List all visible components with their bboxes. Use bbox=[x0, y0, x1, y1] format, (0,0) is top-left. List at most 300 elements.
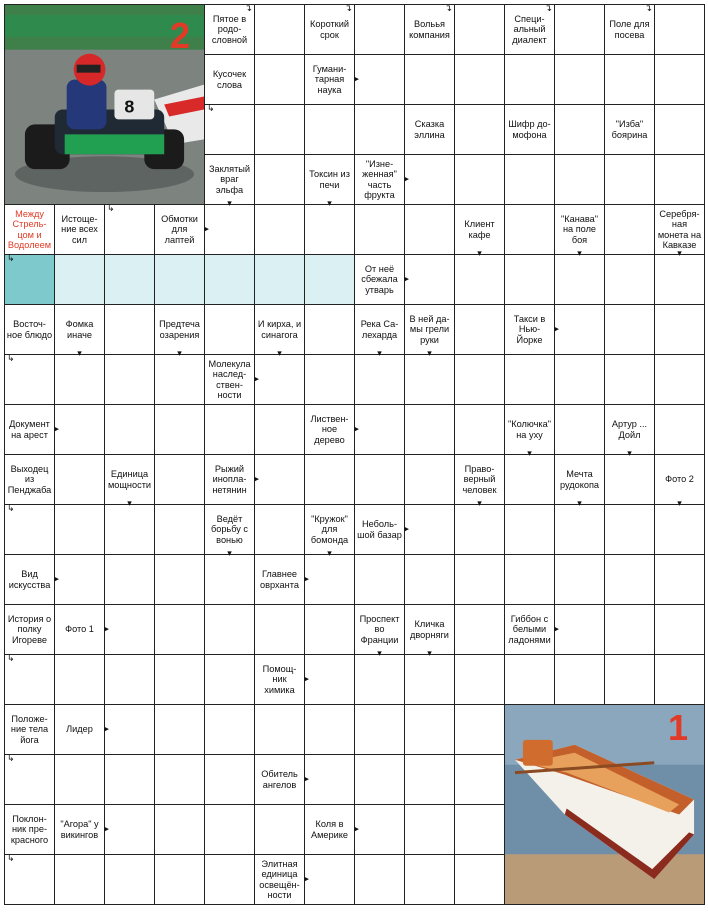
clue-text: Серебря-ная монета на Кавказе bbox=[657, 208, 702, 250]
answer-cell[interactable] bbox=[455, 255, 505, 305]
answer-cell[interactable] bbox=[405, 205, 455, 255]
answer-cell[interactable] bbox=[105, 605, 155, 655]
answer-cell[interactable] bbox=[555, 105, 605, 155]
answer-cell[interactable] bbox=[655, 55, 705, 105]
clue-cell bbox=[55, 805, 109, 855]
answer-cell[interactable] bbox=[455, 555, 505, 605]
answer-cell[interactable] bbox=[655, 355, 705, 405]
bent-arrow-icon: ↳ bbox=[207, 104, 215, 114]
arrow-down-icon: ▾ bbox=[277, 349, 282, 359]
highlighted-answer-cell[interactable] bbox=[105, 255, 155, 305]
answer-cell[interactable] bbox=[255, 455, 305, 505]
answer-cell[interactable] bbox=[455, 755, 505, 805]
photo-2-kart bbox=[5, 5, 205, 205]
answer-cell[interactable] bbox=[505, 505, 555, 555]
answer-cell[interactable] bbox=[305, 205, 355, 255]
clue-text: Мечта рудокопа bbox=[559, 469, 600, 490]
answer-cell[interactable] bbox=[455, 805, 505, 855]
arrow-down-icon: ▾ bbox=[627, 449, 632, 459]
answer-cell[interactable] bbox=[455, 355, 505, 405]
answer-cell[interactable] bbox=[105, 555, 155, 605]
answer-cell[interactable] bbox=[255, 705, 305, 755]
arrow-right-icon: ▸ bbox=[204, 224, 209, 234]
answer-cell[interactable] bbox=[205, 405, 255, 455]
answer-cell[interactable] bbox=[255, 155, 305, 205]
clue-text: Листвен-ное дерево bbox=[310, 413, 349, 445]
clue-text: Фото 1 bbox=[65, 624, 94, 635]
clue-text: Гумани-тарная наука bbox=[312, 63, 347, 95]
clue-cell bbox=[505, 405, 555, 459]
answer-cell[interactable] bbox=[105, 805, 155, 855]
answer-cell[interactable] bbox=[205, 705, 255, 755]
highlighted-answer-cell[interactable] bbox=[255, 255, 305, 305]
clue-cell bbox=[55, 605, 109, 655]
bent-arrow-down-icon: ↴ bbox=[544, 4, 552, 14]
answer-cell[interactable] bbox=[305, 355, 355, 405]
clue-cell bbox=[205, 5, 255, 55]
answer-cell[interactable] bbox=[105, 405, 155, 455]
answer-cell[interactable] bbox=[555, 55, 605, 105]
answer-cell[interactable] bbox=[655, 5, 705, 55]
arrow-right-icon: ▸ bbox=[404, 524, 409, 534]
answer-cell[interactable] bbox=[305, 305, 355, 355]
answer-cell[interactable] bbox=[605, 355, 655, 405]
answer-cell[interactable] bbox=[555, 605, 605, 655]
answer-cell[interactable] bbox=[455, 505, 505, 555]
answer-cell[interactable] bbox=[605, 605, 655, 655]
answer-cell[interactable] bbox=[555, 655, 605, 705]
arrow-right-icon: ▸ bbox=[404, 174, 409, 184]
answer-cell[interactable] bbox=[655, 305, 705, 355]
arrow-down-icon: ▾ bbox=[577, 499, 582, 509]
answer-cell[interactable] bbox=[505, 555, 555, 605]
answer-cell[interactable] bbox=[455, 305, 505, 355]
bent-arrow-icon: ↳ bbox=[107, 204, 115, 214]
arrow-right-icon: ▸ bbox=[104, 624, 109, 634]
arrow-down-icon: ▾ bbox=[77, 349, 82, 359]
answer-cell[interactable] bbox=[455, 55, 505, 105]
clue-text: Гиббон с белыми ладонями bbox=[508, 613, 551, 645]
clue-text: Поклон-ник пре-красного bbox=[10, 813, 49, 845]
answer-cell[interactable] bbox=[405, 755, 455, 805]
answer-cell[interactable] bbox=[205, 305, 255, 355]
answer-cell[interactable] bbox=[655, 255, 705, 305]
answer-cell[interactable] bbox=[455, 605, 505, 655]
clue-text: Клиент кафе bbox=[464, 219, 495, 240]
answer-cell[interactable] bbox=[205, 555, 255, 605]
answer-cell[interactable] bbox=[605, 555, 655, 605]
answer-cell[interactable] bbox=[55, 755, 105, 805]
clue-text: "Изне-женная" часть фрукта bbox=[362, 158, 397, 200]
answer-cell[interactable] bbox=[305, 855, 355, 905]
clue-text: И кирха, и синагога bbox=[257, 319, 302, 340]
answer-cell[interactable] bbox=[555, 255, 605, 305]
answer-cell[interactable] bbox=[355, 105, 405, 155]
answer-cell[interactable] bbox=[205, 805, 255, 855]
clue-text: Рыжий инопла-нетянин bbox=[212, 463, 247, 495]
arrow-down-icon: ▾ bbox=[677, 249, 682, 259]
clue-text: Река Са-лехарда bbox=[360, 319, 399, 340]
answer-cell[interactable] bbox=[105, 505, 155, 555]
answer-cell[interactable] bbox=[305, 605, 355, 655]
answer-cell[interactable] bbox=[155, 505, 205, 555]
answer-cell[interactable] bbox=[655, 505, 705, 555]
answer-cell[interactable] bbox=[605, 455, 655, 505]
answer-cell[interactable] bbox=[505, 655, 555, 705]
clue-text: Истоще-ние всех сил bbox=[61, 213, 98, 245]
photo-1-number: 1 bbox=[667, 707, 688, 748]
answer-cell[interactable] bbox=[405, 405, 455, 455]
clue-cell bbox=[305, 55, 359, 105]
clue-text: Кличка дворняги bbox=[410, 619, 449, 640]
clue-text: История о полку Игореве bbox=[7, 613, 52, 645]
arrow-down-icon: ▾ bbox=[177, 349, 182, 359]
arrow-right-icon: ▸ bbox=[554, 324, 559, 334]
clue-text: "Колючка" на уху bbox=[508, 419, 551, 440]
answer-cell[interactable] bbox=[355, 805, 405, 855]
answer-cell[interactable] bbox=[155, 605, 205, 655]
answer-cell[interactable] bbox=[555, 405, 605, 455]
answer-cell[interactable] bbox=[505, 155, 555, 205]
clue-cell bbox=[605, 5, 655, 55]
clue-text: Лидер bbox=[66, 724, 93, 735]
arrow-down-icon: ▾ bbox=[477, 249, 482, 259]
answer-cell[interactable] bbox=[255, 805, 305, 855]
answer-cell[interactable] bbox=[655, 655, 705, 705]
svg-text:8: 8 bbox=[124, 96, 135, 117]
clue-cell bbox=[55, 205, 105, 255]
answer-cell[interactable] bbox=[605, 305, 655, 355]
clue-text: Вид искусства bbox=[8, 569, 51, 590]
answer-cell[interactable] bbox=[405, 855, 455, 905]
clue-cell bbox=[355, 305, 405, 359]
answer-cell[interactable] bbox=[655, 405, 705, 455]
answer-cell[interactable] bbox=[105, 355, 155, 405]
answer-cell[interactable] bbox=[505, 205, 555, 255]
answer-cell[interactable] bbox=[405, 355, 455, 405]
clue-cell bbox=[355, 255, 409, 305]
clue-cell bbox=[405, 605, 455, 659]
clue-cell bbox=[55, 305, 105, 359]
answer-cell[interactable] bbox=[255, 405, 305, 455]
clue-text: Коля в Америке bbox=[310, 819, 349, 840]
clue-cell bbox=[105, 455, 155, 509]
arrow-right-icon: ▸ bbox=[104, 724, 109, 734]
clue-cell bbox=[305, 505, 355, 559]
clue-text: "Кружок" для бомонда bbox=[310, 513, 349, 545]
clue-cell bbox=[455, 205, 505, 259]
clue-cell bbox=[605, 405, 655, 459]
answer-cell[interactable] bbox=[405, 705, 455, 755]
answer-cell[interactable] bbox=[355, 855, 405, 905]
bent-arrow-down-icon: ↴ bbox=[644, 4, 652, 14]
answer-cell[interactable] bbox=[55, 855, 105, 905]
clue-cell bbox=[555, 205, 605, 259]
arrow-right-icon: ▸ bbox=[304, 574, 309, 584]
answer-cell[interactable] bbox=[455, 105, 505, 155]
answer-cell[interactable] bbox=[155, 655, 205, 705]
clue-cell bbox=[355, 155, 409, 205]
answer-cell[interactable] bbox=[655, 555, 705, 605]
clue-text: Такси в Нью-Йорке bbox=[513, 313, 546, 345]
answer-cell[interactable] bbox=[205, 755, 255, 805]
answer-cell[interactable] bbox=[555, 155, 605, 205]
arrow-down-icon: ▾ bbox=[527, 449, 532, 459]
answer-cell[interactable] bbox=[655, 105, 705, 155]
answer-cell[interactable] bbox=[405, 155, 455, 205]
answer-cell[interactable] bbox=[355, 355, 405, 405]
clue-text: Предтеча озарения bbox=[159, 319, 200, 340]
clue-text: Положе-ние тела йога bbox=[10, 713, 49, 745]
answer-cell[interactable] bbox=[5, 355, 55, 405]
answer-cell[interactable] bbox=[355, 205, 405, 255]
answer-cell[interactable] bbox=[55, 455, 105, 505]
answer-cell[interactable] bbox=[505, 455, 555, 505]
clue-cell bbox=[55, 705, 109, 755]
clue-cell bbox=[405, 105, 455, 155]
answer-cell[interactable] bbox=[455, 705, 505, 755]
clue-text: Восточ-ное блюдо bbox=[6, 319, 53, 340]
clue-text: Сказка эллина bbox=[414, 119, 445, 140]
clue-cell bbox=[305, 155, 355, 209]
clue-text: Фото 2 bbox=[665, 474, 694, 485]
clue-cell bbox=[5, 705, 55, 755]
highlighted-answer-cell[interactable] bbox=[5, 255, 55, 305]
answer-cell[interactable] bbox=[355, 655, 405, 705]
answer-cell[interactable] bbox=[355, 455, 405, 505]
clue-text: Поле для посева bbox=[609, 19, 650, 40]
clue-cell bbox=[505, 5, 555, 55]
answer-cell[interactable] bbox=[405, 505, 455, 555]
answer-cell[interactable] bbox=[105, 755, 155, 805]
answer-cell[interactable] bbox=[605, 505, 655, 555]
answer-cell[interactable] bbox=[355, 555, 405, 605]
highlighted-answer-cell[interactable] bbox=[55, 255, 105, 305]
clue-text: Элитная единица освещён-ности bbox=[259, 858, 300, 900]
answer-cell[interactable] bbox=[255, 355, 305, 405]
clue-cell bbox=[305, 405, 359, 455]
answer-cell[interactable] bbox=[155, 405, 205, 455]
clue-text: Обмотки для лаптей bbox=[161, 213, 198, 245]
clue-text: Вольья компания bbox=[409, 19, 450, 40]
clue-cell bbox=[5, 405, 59, 455]
arrow-right-icon: ▸ bbox=[254, 474, 259, 484]
arrow-down-icon: ▾ bbox=[327, 549, 332, 559]
answer-cell[interactable] bbox=[605, 205, 655, 255]
clue-text: Специ-альный диалект bbox=[512, 13, 547, 45]
highlighted-answer-cell[interactable] bbox=[305, 255, 355, 305]
clue-cell bbox=[5, 305, 55, 355]
answer-cell[interactable] bbox=[205, 855, 255, 905]
answer-cell[interactable] bbox=[205, 605, 255, 655]
answer-cell[interactable] bbox=[255, 5, 305, 55]
bent-arrow-icon: ↳ bbox=[7, 504, 15, 514]
clue-cell bbox=[205, 55, 255, 105]
answer-cell[interactable] bbox=[5, 505, 55, 555]
answer-cell[interactable] bbox=[205, 655, 255, 705]
answer-cell[interactable] bbox=[355, 55, 405, 105]
clue-cell bbox=[405, 5, 455, 55]
answer-cell[interactable] bbox=[405, 255, 455, 305]
arrow-down-icon: ▾ bbox=[227, 549, 232, 559]
answer-cell[interactable] bbox=[305, 755, 355, 805]
answer-cell[interactable] bbox=[355, 705, 405, 755]
answer-cell[interactable] bbox=[555, 555, 605, 605]
answer-cell[interactable] bbox=[155, 455, 205, 505]
clue-cell bbox=[205, 355, 259, 405]
answer-cell[interactable] bbox=[305, 105, 355, 155]
answer-cell[interactable] bbox=[155, 805, 205, 855]
bent-arrow-down-icon: ↴ bbox=[244, 4, 252, 14]
answer-cell[interactable] bbox=[555, 305, 605, 355]
answer-cell[interactable] bbox=[555, 505, 605, 555]
answer-cell[interactable] bbox=[605, 655, 655, 705]
clue-cell bbox=[155, 205, 209, 255]
arrow-down-icon: ▾ bbox=[577, 249, 582, 259]
answer-cell[interactable] bbox=[505, 55, 555, 105]
answer-cell[interactable] bbox=[655, 605, 705, 655]
answer-cell[interactable] bbox=[655, 155, 705, 205]
answer-cell[interactable] bbox=[55, 555, 105, 605]
answer-cell[interactable] bbox=[105, 205, 155, 255]
arrow-down-icon: ▾ bbox=[477, 499, 482, 509]
clue-text: Заклятый враг эльфа bbox=[208, 163, 251, 195]
answer-cell[interactable] bbox=[605, 55, 655, 105]
answer-cell[interactable] bbox=[455, 155, 505, 205]
answer-cell[interactable] bbox=[305, 705, 355, 755]
arrow-right-icon: ▸ bbox=[354, 424, 359, 434]
answer-cell[interactable] bbox=[455, 5, 505, 55]
bent-arrow-icon: ↳ bbox=[7, 654, 15, 664]
clue-cell bbox=[455, 455, 505, 509]
answer-cell[interactable] bbox=[5, 655, 55, 705]
clue-cell bbox=[505, 605, 559, 655]
clue-text: Ведёт борьбу с вонью bbox=[210, 513, 249, 545]
answer-cell[interactable] bbox=[155, 855, 205, 905]
answer-cell[interactable] bbox=[5, 855, 55, 905]
answer-cell[interactable] bbox=[255, 205, 305, 255]
clue-text: Кусочек слова bbox=[212, 69, 247, 90]
answer-cell[interactable] bbox=[55, 355, 105, 405]
clue-text: Обитель ангелов bbox=[261, 769, 298, 790]
answer-cell[interactable] bbox=[305, 555, 355, 605]
answer-cell[interactable] bbox=[355, 405, 405, 455]
answer-cell[interactable] bbox=[105, 705, 155, 755]
arrow-right-icon: ▸ bbox=[54, 424, 59, 434]
arrow-right-icon: ▸ bbox=[404, 274, 409, 284]
clue-text: Проспект во Франции bbox=[359, 613, 400, 645]
arrow-right-icon: ▸ bbox=[254, 374, 259, 384]
answer-cell[interactable] bbox=[455, 405, 505, 455]
clue-text: Документ на арест bbox=[9, 419, 50, 440]
answer-cell[interactable] bbox=[505, 255, 555, 305]
clue-cell bbox=[5, 555, 59, 605]
answer-cell[interactable] bbox=[455, 655, 505, 705]
answer-cell[interactable] bbox=[155, 755, 205, 805]
answer-cell[interactable] bbox=[405, 455, 455, 505]
clue-cell bbox=[655, 205, 705, 259]
answer-cell[interactable] bbox=[55, 405, 105, 455]
answer-cell[interactable] bbox=[555, 5, 605, 55]
answer-cell[interactable] bbox=[605, 255, 655, 305]
clue-cell bbox=[305, 805, 359, 855]
answer-cell[interactable] bbox=[205, 105, 255, 155]
answer-cell[interactable] bbox=[355, 5, 405, 55]
answer-cell[interactable] bbox=[305, 455, 355, 505]
answer-cell[interactable] bbox=[455, 855, 505, 905]
answer-cell[interactable] bbox=[105, 855, 155, 905]
clue-text: Право-верный человек bbox=[462, 463, 497, 495]
bent-arrow-icon: ↳ bbox=[7, 754, 15, 764]
arrow-right-icon: ▸ bbox=[554, 624, 559, 634]
bent-arrow-icon: ↳ bbox=[7, 254, 15, 264]
answer-cell[interactable] bbox=[355, 755, 405, 805]
answer-cell[interactable] bbox=[255, 55, 305, 105]
answer-cell[interactable] bbox=[255, 505, 305, 555]
highlighted-answer-cell[interactable] bbox=[205, 255, 255, 305]
arrow-right-icon: ▸ bbox=[104, 824, 109, 834]
bent-arrow-icon: ↳ bbox=[7, 354, 15, 364]
answer-cell[interactable] bbox=[105, 305, 155, 355]
answer-cell[interactable] bbox=[405, 55, 455, 105]
clue-text: "Агора" у викингов bbox=[60, 819, 99, 840]
clue-cell bbox=[205, 155, 255, 209]
answer-cell[interactable] bbox=[5, 755, 55, 805]
bent-arrow-down-icon: ↴ bbox=[344, 4, 352, 14]
answer-cell[interactable] bbox=[55, 655, 105, 705]
arrow-right-icon: ▸ bbox=[54, 574, 59, 584]
clue-cell bbox=[505, 305, 559, 355]
answer-cell[interactable] bbox=[555, 355, 605, 405]
arrow-down-icon: ▾ bbox=[677, 499, 682, 509]
clue-cell bbox=[5, 455, 55, 505]
arrow-right-icon: ▸ bbox=[354, 824, 359, 834]
answer-cell[interactable] bbox=[255, 605, 305, 655]
answer-cell[interactable] bbox=[405, 805, 455, 855]
clue-text: Молекула наслед-ствен-ности bbox=[208, 358, 251, 400]
clue-text: Выходец из Пенджаба bbox=[7, 463, 52, 495]
answer-cell[interactable] bbox=[605, 155, 655, 205]
answer-cell[interactable] bbox=[55, 505, 105, 555]
answer-cell[interactable] bbox=[155, 355, 205, 405]
clue-text: Пятое в родо-словной bbox=[211, 13, 248, 45]
clue-cell bbox=[255, 755, 309, 805]
answer-cell[interactable] bbox=[155, 705, 205, 755]
clue-text: Между Стрель-цом и Водолеем bbox=[7, 208, 52, 250]
answer-cell[interactable] bbox=[105, 655, 155, 705]
arrow-down-icon: ▾ bbox=[427, 649, 432, 659]
clue-cell bbox=[205, 455, 259, 505]
clue-text: "Изба" боярина bbox=[611, 119, 648, 140]
answer-cell[interactable] bbox=[505, 355, 555, 405]
arrow-right-icon: ▸ bbox=[304, 774, 309, 784]
clue-text: Короткий срок bbox=[310, 19, 349, 40]
highlighted-answer-cell[interactable] bbox=[155, 255, 205, 305]
arrow-down-icon: ▾ bbox=[327, 199, 332, 209]
clue-cell bbox=[5, 205, 55, 255]
answer-cell[interactable] bbox=[305, 655, 355, 705]
answer-cell[interactable] bbox=[155, 555, 205, 605]
answer-cell[interactable] bbox=[205, 205, 255, 255]
arrow-down-icon: ▾ bbox=[127, 499, 132, 509]
photo-1-boat bbox=[505, 705, 705, 905]
answer-cell[interactable] bbox=[255, 105, 305, 155]
answer-cell[interactable] bbox=[405, 555, 455, 605]
clue-cell bbox=[555, 455, 605, 509]
bent-arrow-icon: ↳ bbox=[7, 854, 15, 864]
clue-cell bbox=[5, 805, 55, 855]
answer-cell[interactable] bbox=[405, 655, 455, 705]
